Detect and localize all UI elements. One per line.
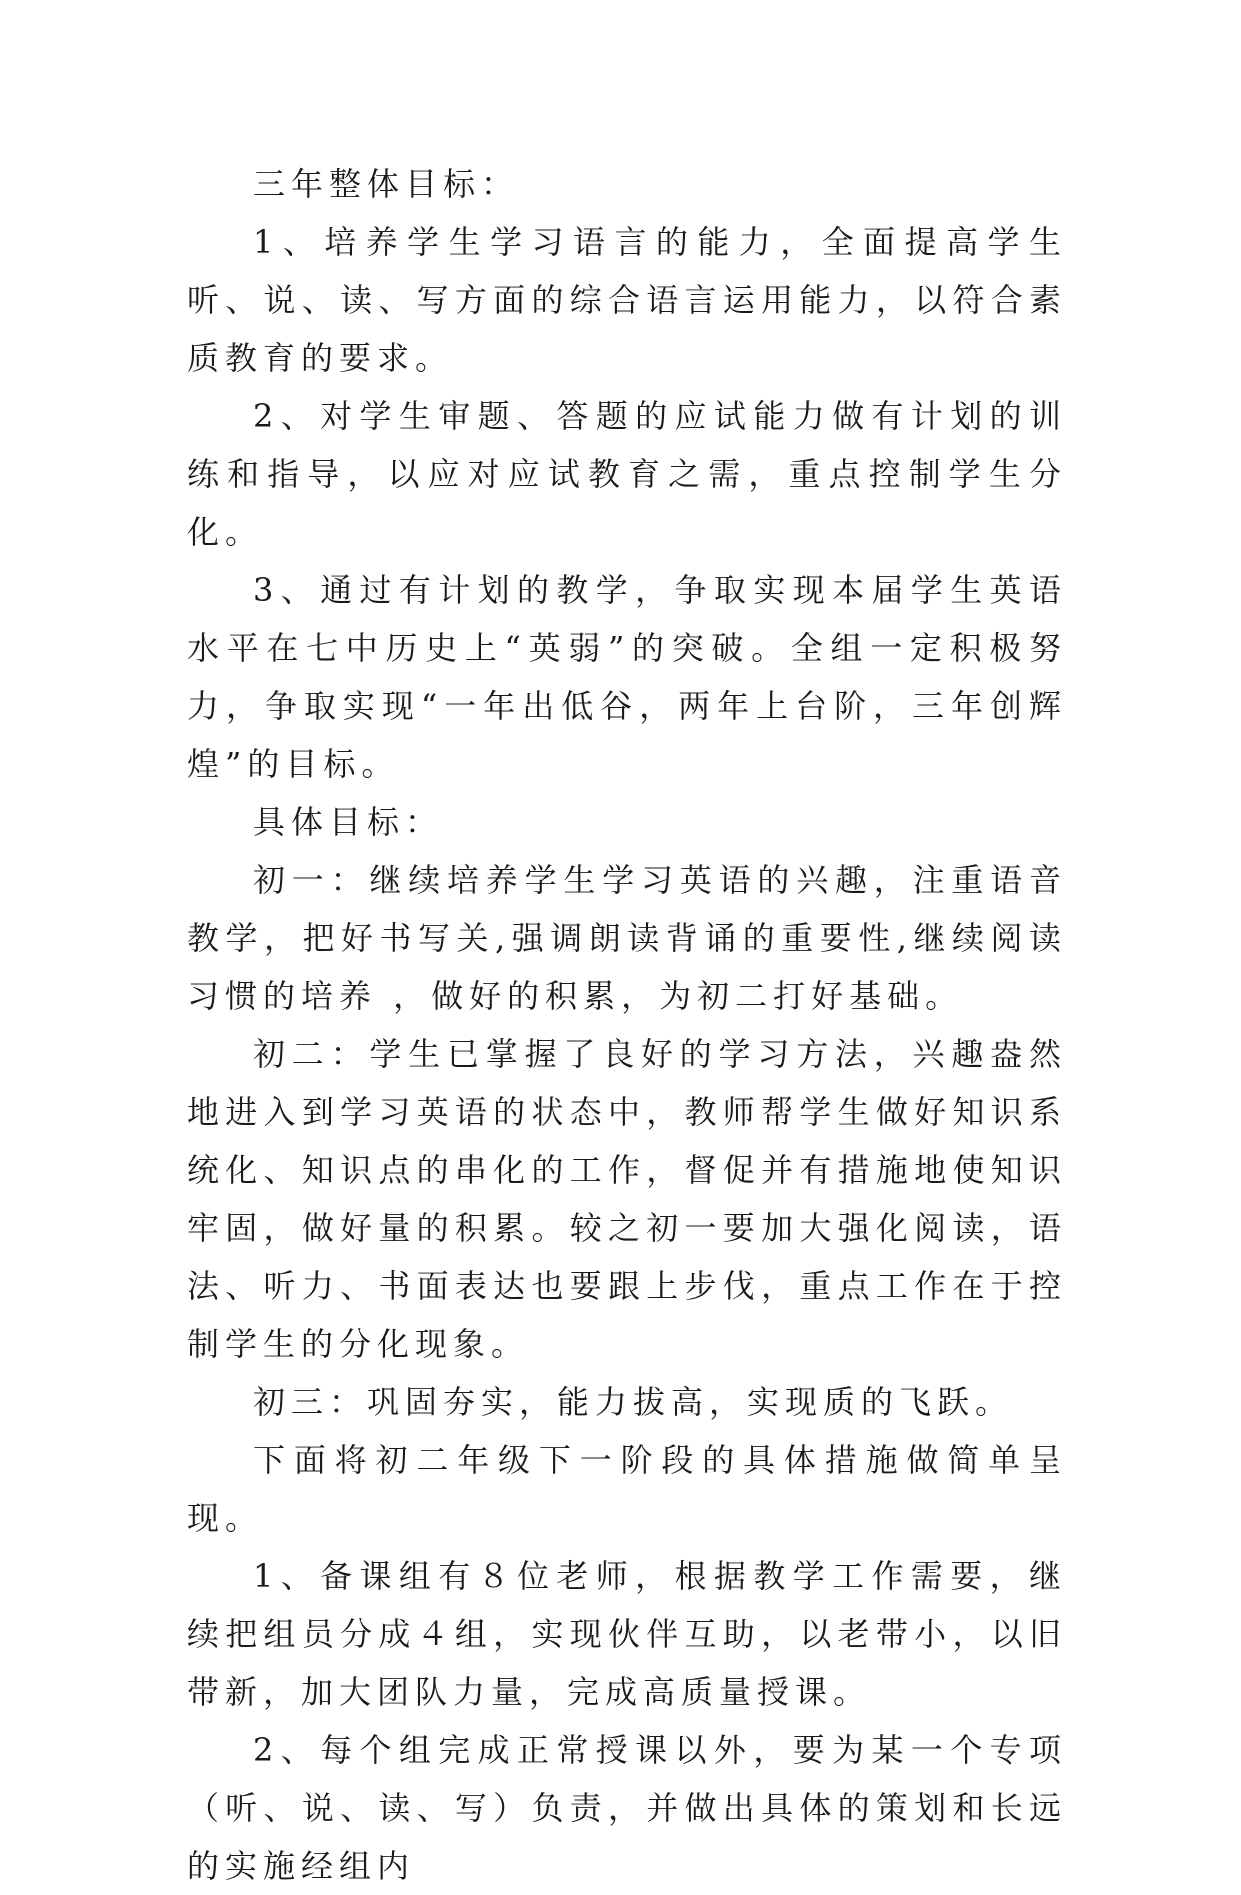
paragraph-goal-2: 2、对学生审题、答题的应试能力做有计划的训练和指导，以应对应试教育之需，重点控制学生分化。: [187, 397, 1067, 551]
heading-specific-goals: 具体目标：: [253, 803, 444, 841]
paragraph-grade-9: 初三：巩固夯实，能力拔高，实现质的飞跃。: [253, 1383, 1014, 1421]
paragraph-measures-intro: 下面将初二年级下一阶段的具体措施做简单呈现。: [187, 1441, 1067, 1537]
paragraph-grade-7: 初一：继续培养学生学习英语的兴趣，注重语音教学，把好书写关,强调朗读背诵的重要性,继续阅读习惯的培养 ，做好的积累，为初二打好基础。: [187, 861, 1067, 1015]
heading-overall-goals: 三年整体目标：: [253, 165, 520, 203]
paragraph-goal-3: 3、通过有计划的教学，争取实现本届学生英语水平在七中历史上“英弱”的突破。全组一定积极努力，争取实现“一年出低谷，两年上台阶，三年创辉煌”的目标。: [187, 571, 1067, 783]
paragraph-grade-8: 初二：学生已掌握了良好的学习方法，兴趣盎然地进入到学习英语的状态中，教师帮学生做好知识系统化、知识点的串化的工作，督促并有措施地使知识牢固，做好量的积累。较之初一要加大强化阅读，语法、听力、书面表达也要跟上步伐，重点工作在于控制学生的分化现象。: [187, 1035, 1067, 1363]
paragraph-goal-1: 1、培养学生学习语言的能力，全面提高学生听、说、读、写方面的综合语言运用能力，以符合素质教育的要求。: [187, 223, 1067, 377]
document-body: [187, 155, 1067, 1895]
paragraph-measure-1: 1、备课组有８位老师，根据教学工作需要，继续把组员分成４组，实现伙伴互助，以老带小，以旧带新，加大团队力量，完成高质量授课。: [187, 1557, 1067, 1711]
paragraph-measure-2: 2、每个组完成正常授课以外，要为某一个专项（听、说、读、写）负责，并做出具体的策划和长远的实施经组内: [187, 1731, 1067, 1885]
